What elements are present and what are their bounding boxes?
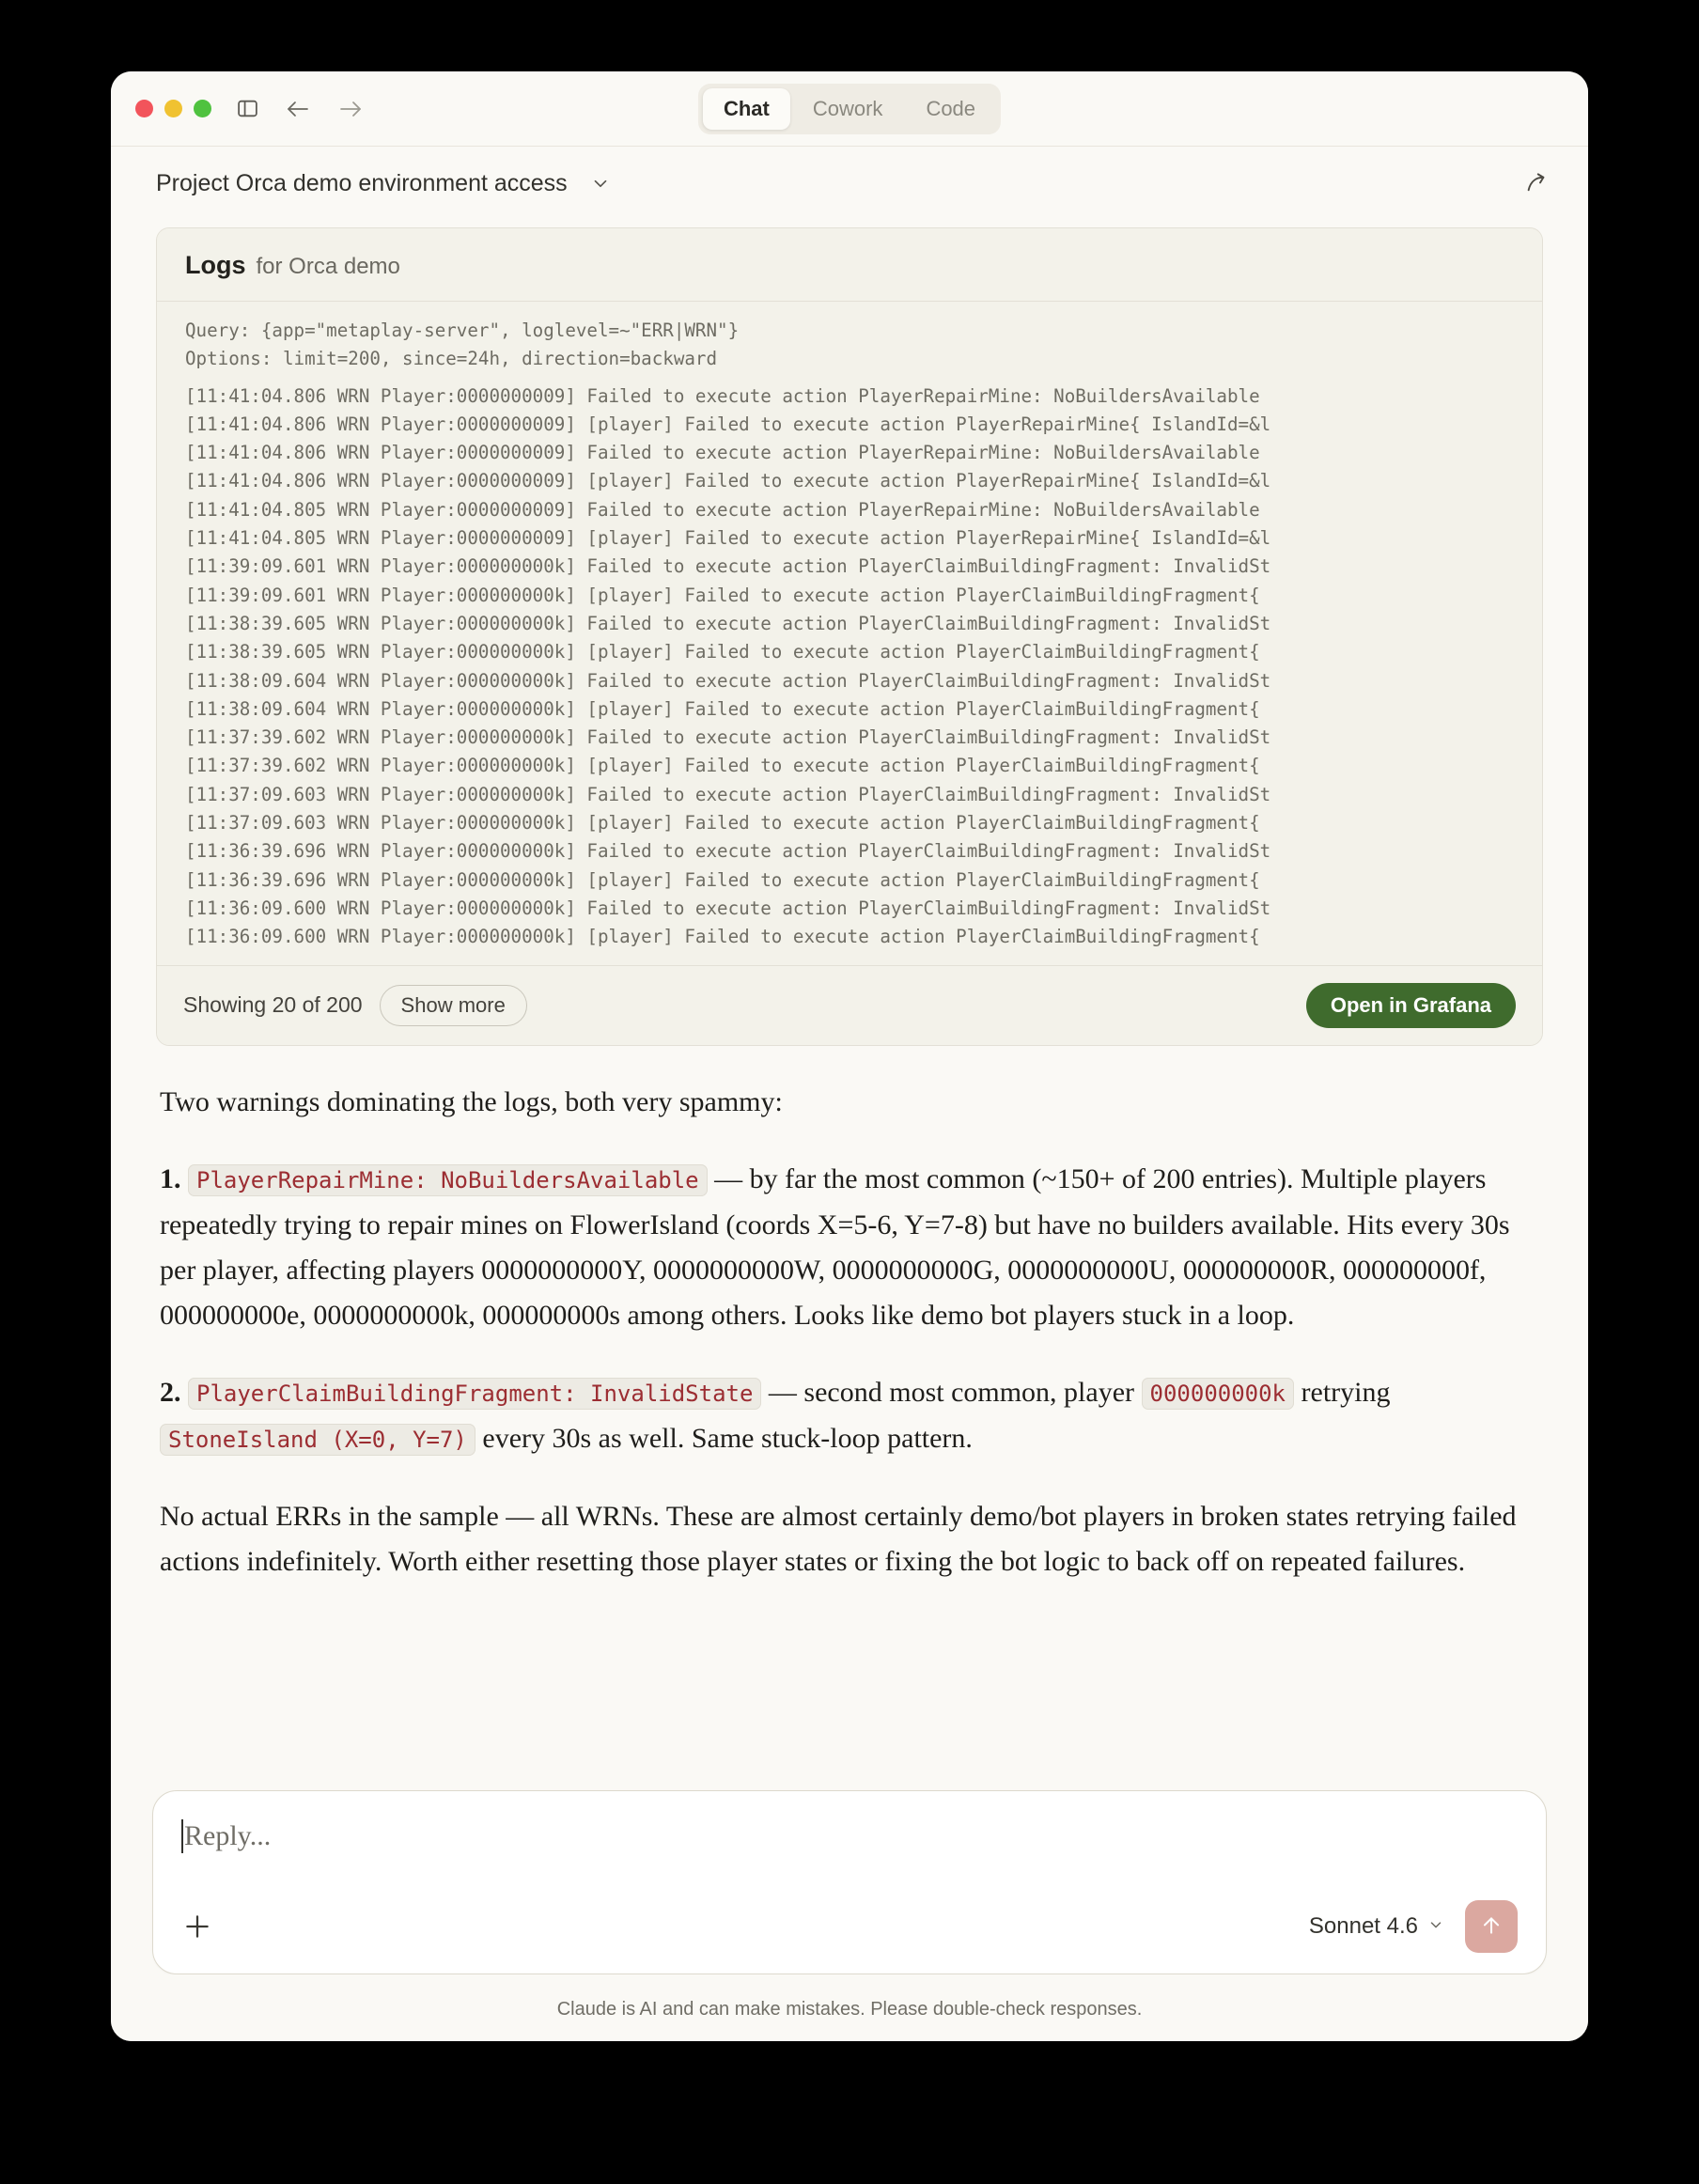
log-line: [11:38:09.604 WRN Player:000000000k] Failed to execute action PlayerClaimBuildingFragment: InvalidSt — [185, 669, 1271, 692]
log-line: [11:38:39.605 WRN Player:000000000k] Failed to execute action PlayerClaimBuildingFragment: InvalidSt — [185, 612, 1271, 634]
logs-card-footer — [157, 965, 1542, 1045]
log-line: [11:37:39.602 WRN Player:000000000k] Failed to execute action PlayerClaimBuildingFragment: InvalidSt — [185, 726, 1271, 749]
finding-1-text: — by far the most common (~150+ of 200 entries). Multiple players repeatedly trying to repair mines on FlowerIsland (coords X=5-6, Y=7-8) but have no builders available. Hits every 30s per player, affecting players 0000000000Y, 0000000000W, 0000000000G, 0000000000U, 000000000R, 000000000f, 000000000e, 0000000000k, 000000000s among others. Looks like demo bot players stuck in a loop. — [160, 1162, 1510, 1331]
composer[interactable] — [152, 1790, 1547, 1974]
chevron-down-icon[interactable] — [590, 173, 611, 194]
conversation-body — [111, 220, 1588, 1790]
tab-cowork[interactable]: Cowork — [812, 96, 883, 120]
log-line: [11:37:09.603 WRN Player:000000000k] [player] Failed to execute action PlayerClaimBuildingFragment{ — [185, 812, 1260, 835]
zoom-window-button[interactable] — [194, 100, 211, 117]
traffic-lights — [135, 100, 211, 117]
logs-title: Logs — [185, 251, 246, 279]
logs-card — [156, 227, 1543, 1046]
log-line: [11:38:09.604 WRN Player:000000000k] [player] Failed to execute action PlayerClaimBuildingFragment{ — [185, 697, 1260, 720]
app-window — [111, 71, 1588, 2041]
log-line: [11:41:04.806 WRN Player:0000000009] Failed to execute action PlayerRepairMine: NoBuildersAvailable — [185, 384, 1260, 407]
sidebar-toggle-icon[interactable] — [236, 97, 259, 120]
log-line: [11:41:04.806 WRN Player:0000000009] Failed to execute action PlayerRepairMine: NoBuildersAvailable — [185, 442, 1260, 464]
log-line: [11:38:39.605 WRN Player:000000000k] [player] Failed to execute action PlayerClaimBuildingFragment{ — [185, 641, 1260, 663]
logs-spacer — [157, 374, 1542, 382]
logs-query-line: Query: {app="metaplay-server", loglevel=~"ERR|WRN"} — [185, 320, 740, 341]
log-line: [11:39:09.601 WRN Player:000000000k] [player] Failed to execute action PlayerClaimBuildingFragment{ — [185, 584, 1260, 606]
mode-segmented-control[interactable] — [698, 84, 1001, 134]
logs-subtitle: for Orca demo — [256, 254, 400, 279]
reply-input[interactable]: Reply... — [184, 1820, 272, 1851]
conversation-header — [111, 147, 1588, 220]
finding-2-text-b: retrying — [1294, 1376, 1391, 1408]
finding-2-code: PlayerClaimBuildingFragment: InvalidState — [188, 1378, 761, 1410]
log-line: [11:36:09.600 WRN Player:000000000k] Failed to execute action PlayerClaimBuildingFragment: InvalidSt — [185, 897, 1271, 919]
log-line: [11:41:04.805 WRN Player:0000000009] Failed to execute action PlayerRepairMine: NoBuildersAvailable — [185, 498, 1260, 521]
model-label: Sonnet 4.6 — [1308, 1913, 1418, 1939]
close-window-button[interactable] — [135, 100, 153, 117]
log-line: [11:39:09.601 WRN Player:000000000k] Failed to execute action PlayerClaimBuildingFragment: InvalidSt — [185, 555, 1271, 578]
log-line: [11:36:39.696 WRN Player:000000000k] [player] Failed to execute action PlayerClaimBuildingFragment{ — [185, 868, 1260, 891]
back-button[interactable] — [284, 97, 312, 121]
open-in-grafana-button[interactable]: Open in Grafana — [1306, 983, 1516, 1028]
log-line: [11:41:04.806 WRN Player:0000000009] [player] Failed to execute action PlayerRepairMine{ IslandId=&l — [185, 470, 1271, 492]
showing-count: Showing 20 of 200 — [183, 992, 363, 1018]
intro-paragraph: Two warnings dominating the logs, both very spammy: — [160, 1085, 783, 1117]
send-button[interactable] — [1465, 1900, 1518, 1953]
finding-2-paragraph — [160, 1370, 1539, 1462]
assistant-message — [156, 1080, 1543, 1584]
reply-input-row[interactable] — [181, 1816, 1518, 1857]
tab-chat[interactable]: Chat — [703, 88, 790, 130]
finding-1-number: 1. — [160, 1162, 181, 1194]
composer-wrapper — [111, 1790, 1588, 1974]
finding-1-code: PlayerRepairMine: NoBuildersAvailable — [188, 1164, 708, 1196]
model-selector[interactable] — [1309, 1913, 1444, 1940]
composer-toolbar — [181, 1900, 1518, 1953]
finding-2-text-a: — second most common, player — [761, 1376, 1142, 1408]
minimize-window-button[interactable] — [164, 100, 182, 117]
share-arrow-icon[interactable] — [1523, 171, 1549, 196]
chevron-down-icon — [1427, 1913, 1444, 1940]
finding-2-island-code: StoneIsland (X=0, Y=7) — [160, 1424, 475, 1456]
closing-paragraph: No actual ERRs in the sample — all WRNs. These are almost certainly demo/bot players in broken states retrying failed actions indefinitely. Worth either resetting those player states or fixing the bot logic to back off on repeated failures. — [160, 1500, 1517, 1577]
logs-card-header — [157, 228, 1542, 302]
logs-output[interactable] — [157, 302, 1542, 965]
page-title: Project Orca demo environment access — [156, 169, 568, 196]
log-line: [11:36:39.696 WRN Player:000000000k] Failed to execute action PlayerClaimBuildingFragment: InvalidSt — [185, 840, 1271, 863]
show-more-button[interactable]: Show more — [380, 985, 527, 1026]
title-bar — [111, 71, 1588, 147]
text-caret — [181, 1819, 183, 1853]
forward-button[interactable] — [336, 97, 365, 121]
plus-icon[interactable] — [181, 1911, 213, 1942]
finding-1-paragraph — [160, 1157, 1539, 1338]
arrow-up-icon — [1479, 1913, 1504, 1941]
log-line: [11:37:39.602 WRN Player:000000000k] [player] Failed to execute action PlayerClaimBuildingFragment{ — [185, 755, 1260, 777]
disclaimer-text: Claude is AI and can make mistakes. Please double-check responses. — [111, 1974, 1588, 2041]
log-line: [11:36:09.600 WRN Player:000000000k] [player] Failed to execute action PlayerClaimBuildingFragment{ — [185, 926, 1260, 948]
finding-2-text-c: every 30s as well. Same stuck-loop pattern. — [475, 1422, 973, 1454]
composer-spacer — [181, 1857, 1518, 1900]
log-line: [11:41:04.805 WRN Player:0000000009] [player] Failed to execute action PlayerRepairMine{ IslandId=&l — [185, 527, 1271, 550]
log-line: [11:41:04.806 WRN Player:0000000009] [player] Failed to execute action PlayerRepairMine{ IslandId=&l — [185, 413, 1271, 435]
finding-2-number: 2. — [160, 1376, 181, 1408]
tab-code[interactable]: Code — [926, 96, 976, 120]
logs-options-line: Options: limit=200, since=24h, direction=backward — [185, 348, 718, 370]
finding-2-player-code: 000000000k — [1142, 1378, 1295, 1410]
log-line: [11:37:09.603 WRN Player:000000000k] Failed to execute action PlayerClaimBuildingFragment: InvalidSt — [185, 783, 1271, 805]
